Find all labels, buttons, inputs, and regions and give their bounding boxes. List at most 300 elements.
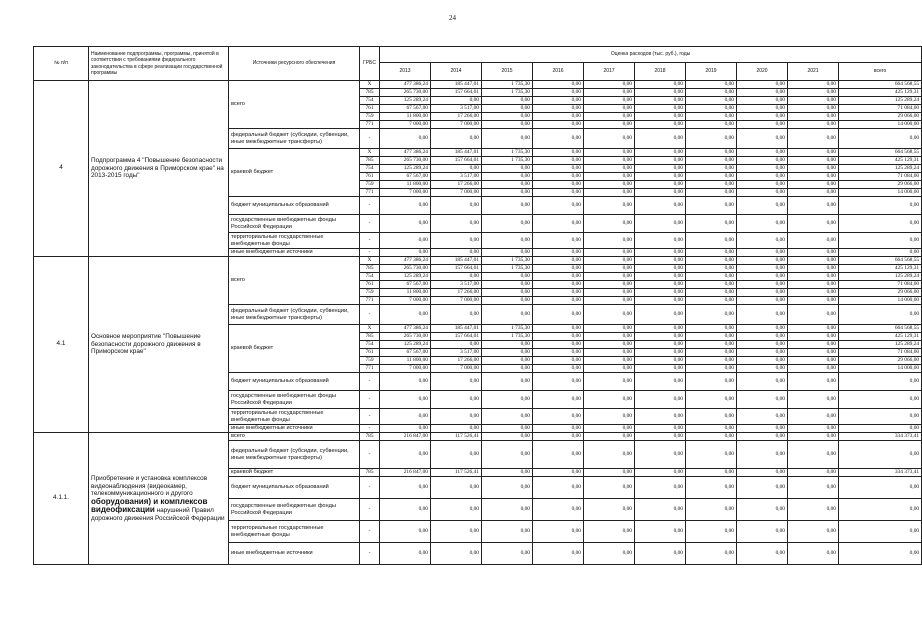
amount-year: 0,00 [635,273,686,281]
amount-year: 0,00 [584,173,635,181]
amount-year: 0,00 [635,341,686,349]
amount-year: 0,00 [686,173,737,181]
amount-year: 0,00 [737,165,788,173]
amount-year: 125 289,24 [380,165,431,173]
amount-year: 477 386,24 [380,325,431,333]
amount-year: 0,00 [737,173,788,181]
grbs-code: 785 [360,265,380,273]
grbs-code: 785 [360,433,380,441]
amount-year: 0,00 [584,265,635,273]
funding-source: всего [229,433,360,441]
amount-total: 125 289,24 [839,273,922,281]
amount-year: 117 526,41 [431,469,482,477]
amount-year: 7 000,00 [431,365,482,373]
amount-total: 664 568,55 [839,149,922,157]
amount-year: 0,00 [635,121,686,129]
amount-year: 0,00 [737,105,788,113]
amount-year: 0,00 [737,215,788,233]
amount-year: 0,00 [482,181,533,189]
funding-source: иные внебюджетные источники [229,543,360,565]
amount-total: 71 084,00 [839,105,922,113]
amount-year: 0,00 [737,305,788,325]
amount-year: 0,00 [584,391,635,409]
amount-year: 0,00 [737,97,788,105]
amount-year: 0,00 [686,521,737,543]
amount-year: 0,00 [584,409,635,425]
amount-total: 0,00 [839,499,922,521]
amount-year: 0,00 [788,409,839,425]
amount-year: 0,00 [482,425,533,433]
amount-total: 125 289,24 [839,97,922,105]
amount-year: 0,00 [788,121,839,129]
grbs-code: - [360,215,380,233]
grbs-code: 754 [360,97,380,105]
amount-year: 0,00 [482,121,533,129]
funding-source: краевой бюджет [229,469,360,477]
header-year: 2016 [533,63,584,81]
amount-year: 0,00 [584,373,635,391]
amount-year: 7 000,00 [380,365,431,373]
amount-year: 0,00 [788,129,839,149]
amount-year: 0,00 [533,181,584,189]
amount-year: 0,00 [482,197,533,215]
amount-year: 0,00 [635,181,686,189]
amount-year: 0,00 [788,469,839,477]
amount-year: 0,00 [686,469,737,477]
header-year: 2014 [431,63,482,81]
amount-year: 0,00 [635,233,686,249]
amount-year: 0,00 [584,257,635,265]
grbs-code: 754 [360,273,380,281]
amount-year: 0,00 [380,233,431,249]
amount-year: 0,00 [431,425,482,433]
amount-year: 0,00 [584,105,635,113]
amount-year: 0,00 [533,433,584,441]
amount-year: 0,00 [380,197,431,215]
amount-year: 0,00 [686,149,737,157]
amount-year: 11 800,00 [380,181,431,189]
amount-year: 0,00 [686,357,737,365]
amount-year: 0,00 [686,425,737,433]
funding-source: государственные внебюджетные фонды Российской Федерации [229,391,360,409]
amount-year: 0,00 [533,129,584,149]
amount-year: 0,00 [431,477,482,499]
amount-total: 29 066,00 [839,181,922,189]
funding-source: краевой бюджет [229,149,360,197]
amount-year: 0,00 [584,349,635,357]
grbs-code: X [360,325,380,333]
amount-year: 0,00 [635,129,686,149]
amount-year: 477 386,24 [380,149,431,157]
funding-source: всего [229,81,360,129]
amount-year: 0,00 [635,477,686,499]
amount-year: 265 730,00 [380,265,431,273]
amount-year: 0,00 [737,433,788,441]
funding-source: бюджет муниципальных образований [229,197,360,215]
amount-year: 0,00 [686,325,737,333]
amount-year: 0,00 [686,197,737,215]
amount-year: 0,00 [686,409,737,425]
amount-year: 0,00 [584,477,635,499]
amount-year: 0,00 [737,189,788,197]
grbs-code: 759 [360,357,380,365]
amount-year: 0,00 [635,157,686,165]
amount-year: 0,00 [635,349,686,357]
funding-source: территориальные государственные внебюджетные фонды [229,233,360,249]
amount-year: 0,00 [686,249,737,257]
amount-year: 157 664,01 [431,89,482,97]
amount-total: 0,00 [839,305,922,325]
amount-year: 185 447,01 [431,81,482,89]
amount-year: 0,00 [431,543,482,565]
amount-year: 0,00 [635,499,686,521]
amount-total: 0,00 [839,129,922,149]
amount-year: 0,00 [380,409,431,425]
amount-year: 0,00 [788,365,839,373]
amount-year: 0,00 [380,425,431,433]
amount-year: 0,00 [482,543,533,565]
grbs-code: - [360,425,380,433]
amount-year: 0,00 [788,189,839,197]
amount-year: 0,00 [686,89,737,97]
amount-year: 0,00 [737,391,788,409]
amount-year: 0,00 [584,543,635,565]
amount-year: 0,00 [635,391,686,409]
amount-year: 0,00 [788,157,839,165]
amount-total: 0,00 [839,215,922,233]
amount-year: 0,00 [584,249,635,257]
amount-year: 7 000,00 [431,297,482,305]
amount-year: 0,00 [533,341,584,349]
amount-total: 0,00 [839,409,922,425]
amount-year: 0,00 [737,333,788,341]
amount-year: 0,00 [635,409,686,425]
amount-year: 0,00 [533,105,584,113]
amount-year: 0,00 [533,297,584,305]
grbs-code: 754 [360,341,380,349]
amount-year: 0,00 [431,215,482,233]
amount-year: 0,00 [686,189,737,197]
amount-year: 0,00 [686,181,737,189]
amount-total: 0,00 [839,477,922,499]
amount-year: 0,00 [737,365,788,373]
amount-year: 0,00 [533,521,584,543]
amount-year: 265 730,00 [380,333,431,341]
funding-source: бюджет муниципальных образований [229,477,360,499]
amount-year: 0,00 [635,265,686,273]
amount-year: 7 000,00 [431,189,482,197]
amount-total: 0,00 [839,425,922,433]
amount-year: 0,00 [482,373,533,391]
amount-year: 0,00 [533,373,584,391]
grbs-code: X [360,81,380,89]
amount-year: 3 517,00 [431,173,482,181]
amount-year: 0,00 [737,441,788,469]
grbs-code: 761 [360,173,380,181]
amount-year: 0,00 [788,181,839,189]
amount-year: 0,00 [482,341,533,349]
amount-year: 125 289,24 [380,273,431,281]
amount-year: 0,00 [686,477,737,499]
amount-year: 0,00 [584,129,635,149]
amount-year: 0,00 [584,341,635,349]
amount-year: 0,00 [533,409,584,425]
amount-total: 125 289,24 [839,165,922,173]
funding-source: бюджет муниципальных образований [229,373,360,391]
amount-year: 0,00 [584,281,635,289]
amount-year: 0,00 [482,469,533,477]
amount-year: 0,00 [686,349,737,357]
amount-year: 0,00 [482,189,533,197]
amount-total: 71 084,00 [839,281,922,289]
grbs-code: 771 [360,121,380,129]
amount-year: 0,00 [482,97,533,105]
amount-year: 11 800,00 [380,113,431,121]
amount-year: 0,00 [737,469,788,477]
amount-year: 0,00 [686,433,737,441]
amount-year: 0,00 [533,543,584,565]
amount-year: 0,00 [788,305,839,325]
funding-source: федеральный бюджет (субсидии, субвенции, иные межбюджетные трансферты) [229,441,360,469]
amount-total: 0,00 [839,543,922,565]
amount-year: 0,00 [737,89,788,97]
amount-year: 0,00 [737,409,788,425]
amount-year: 0,00 [380,249,431,257]
amount-year: 0,00 [686,165,737,173]
amount-total: 14 000,00 [839,189,922,197]
amount-year: 0,00 [686,441,737,469]
amount-year: 0,00 [533,365,584,373]
amount-total: 0,00 [839,197,922,215]
amount-total: 664 568,55 [839,81,922,89]
amount-year: 0,00 [788,349,839,357]
amount-year: 0,00 [788,173,839,181]
amount-year: 477 386,24 [380,257,431,265]
amount-year: 0,00 [635,165,686,173]
amount-year: 0,00 [788,297,839,305]
grbs-code: - [360,477,380,499]
amount-year: 0,00 [788,357,839,365]
amount-year: 0,00 [686,81,737,89]
amount-year: 0,00 [737,121,788,129]
table-row [34,257,922,265]
amount-year: 0,00 [635,105,686,113]
grbs-code: 771 [360,365,380,373]
amount-year: 0,00 [737,157,788,165]
amount-year: 0,00 [635,543,686,565]
amount-year: 0,00 [533,257,584,265]
amount-total: 71 084,00 [839,173,922,181]
amount-year: 0,00 [788,333,839,341]
amount-year: 0,00 [635,373,686,391]
amount-year: 0,00 [431,233,482,249]
amount-year: 0,00 [686,373,737,391]
amount-total: 334 373,41 [839,469,922,477]
amount-year: 0,00 [788,433,839,441]
amount-year: 11 800,00 [380,357,431,365]
amount-year: 0,00 [482,433,533,441]
amount-year: 0,00 [635,215,686,233]
amount-total: 29 066,00 [839,357,922,365]
amount-year: 0,00 [533,81,584,89]
amount-year: 0,00 [635,333,686,341]
amount-year: 0,00 [482,521,533,543]
grbs-code: - [360,441,380,469]
amount-year: 0,00 [737,543,788,565]
amount-year: 0,00 [584,433,635,441]
amount-year: 0,00 [737,265,788,273]
header-source: Источники ресурсного обеспечения [229,47,360,81]
amount-year: 0,00 [635,197,686,215]
amount-year: 0,00 [635,81,686,89]
amount-year: 0,00 [482,273,533,281]
amount-total: 334 373,41 [839,433,922,441]
grbs-code: 759 [360,181,380,189]
amount-year: 0,00 [482,391,533,409]
amount-year: 0,00 [788,441,839,469]
amount-year: 0,00 [584,273,635,281]
amount-total: 425 129,31 [839,157,922,165]
amount-year: 0,00 [533,425,584,433]
amount-year: 117 526,41 [431,433,482,441]
amount-year: 0,00 [482,249,533,257]
amount-year: 0,00 [584,81,635,89]
amount-year: 0,00 [482,409,533,425]
amount-year: 0,00 [584,215,635,233]
funding-source: государственные внебюджетные фонды Российской Федерации [229,499,360,521]
amount-year: 0,00 [635,113,686,121]
amount-year: 0,00 [431,129,482,149]
amount-year: 0,00 [482,173,533,181]
amount-year: 17 266,00 [431,181,482,189]
amount-year: 0,00 [686,499,737,521]
amount-year: 0,00 [788,257,839,265]
amount-year: 0,00 [431,441,482,469]
amount-year: 0,00 [533,173,584,181]
amount-year: 0,00 [737,477,788,499]
amount-year: 0,00 [431,391,482,409]
funding-source: федеральный бюджет (субсидии, субвенции, иные межбюджетные трансферты) [229,129,360,149]
amount-year: 0,00 [788,97,839,105]
amount-year: 0,00 [788,341,839,349]
amount-year: 0,00 [686,121,737,129]
grbs-code: - [360,233,380,249]
amount-total: 0,00 [839,521,922,543]
amount-year: 0,00 [482,113,533,121]
amount-year: 0,00 [584,289,635,297]
amount-year: 0,00 [584,441,635,469]
amount-year: 0,00 [635,281,686,289]
budget-table [33,46,922,565]
amount-year: 0,00 [482,477,533,499]
amount-year: 0,00 [482,365,533,373]
amount-year: 0,00 [635,357,686,365]
grbs-code: 754 [360,165,380,173]
amount-year: 0,00 [788,197,839,215]
amount-year: 0,00 [482,357,533,365]
amount-year: 0,00 [788,105,839,113]
grbs-code: 761 [360,281,380,289]
amount-year: 0,00 [635,149,686,157]
grbs-code: 785 [360,157,380,165]
amount-year: 0,00 [482,289,533,297]
amount-year: 0,00 [788,165,839,173]
amount-year: 7 000,00 [380,297,431,305]
amount-year: 1 735,30 [482,265,533,273]
grbs-code: - [360,409,380,425]
amount-year: 0,00 [431,373,482,391]
amount-year: 0,00 [635,365,686,373]
amount-year: 0,00 [788,289,839,297]
amount-year: 0,00 [380,477,431,499]
amount-year: 0,00 [686,273,737,281]
funding-source: иные внебюджетные источники [229,249,360,257]
amount-year: 0,00 [584,297,635,305]
amount-year: 0,00 [533,265,584,273]
amount-year: 0,00 [635,521,686,543]
grbs-code: - [360,521,380,543]
amount-total: 664 568,55 [839,325,922,333]
amount-year: 0,00 [533,121,584,129]
amount-year: 0,00 [533,333,584,341]
amount-year: 7 000,00 [431,121,482,129]
amount-year: 0,00 [635,325,686,333]
table-row [34,433,922,441]
amount-year: 0,00 [533,281,584,289]
funding-source: краевой бюджет [229,325,360,373]
amount-year: 0,00 [635,97,686,105]
amount-year: 0,00 [686,113,737,121]
amount-year: 0,00 [635,289,686,297]
amount-year: 0,00 [788,477,839,499]
grbs-code: X [360,257,380,265]
amount-year: 0,00 [533,305,584,325]
amount-total: 71 084,00 [839,349,922,357]
program-name [89,433,229,565]
header-num: № п/п [34,47,89,81]
amount-year: 1 735,30 [482,89,533,97]
amount-year: 0,00 [584,165,635,173]
amount-year: 0,00 [533,499,584,521]
amount-year: 0,00 [533,289,584,297]
row-number: 4.1.1. [34,433,89,565]
amount-year: 0,00 [584,121,635,129]
amount-year: 0,00 [533,349,584,357]
amount-year: 0,00 [533,215,584,233]
amount-year: 0,00 [380,391,431,409]
funding-source: территориальные государственные внебюджетные фонды [229,409,360,425]
amount-total: 14 000,00 [839,365,922,373]
amount-total: 0,00 [839,233,922,249]
amount-year: 0,00 [788,149,839,157]
amount-year: 1 735,30 [482,257,533,265]
amount-year: 0,00 [686,297,737,305]
amount-year: 0,00 [788,521,839,543]
amount-year: 0,00 [788,325,839,333]
amount-year: 0,00 [788,113,839,121]
amount-year: 157 664,01 [431,265,482,273]
amount-year: 3 517,00 [431,281,482,289]
amount-year: 0,00 [788,273,839,281]
amount-year: 0,00 [380,215,431,233]
amount-year: 0,00 [635,249,686,257]
amount-year: 0,00 [737,273,788,281]
header-year: 2013 [380,63,431,81]
amount-year: 0,00 [584,189,635,197]
amount-year: 125 289,24 [380,341,431,349]
amount-year: 0,00 [686,215,737,233]
amount-year: 0,00 [533,165,584,173]
